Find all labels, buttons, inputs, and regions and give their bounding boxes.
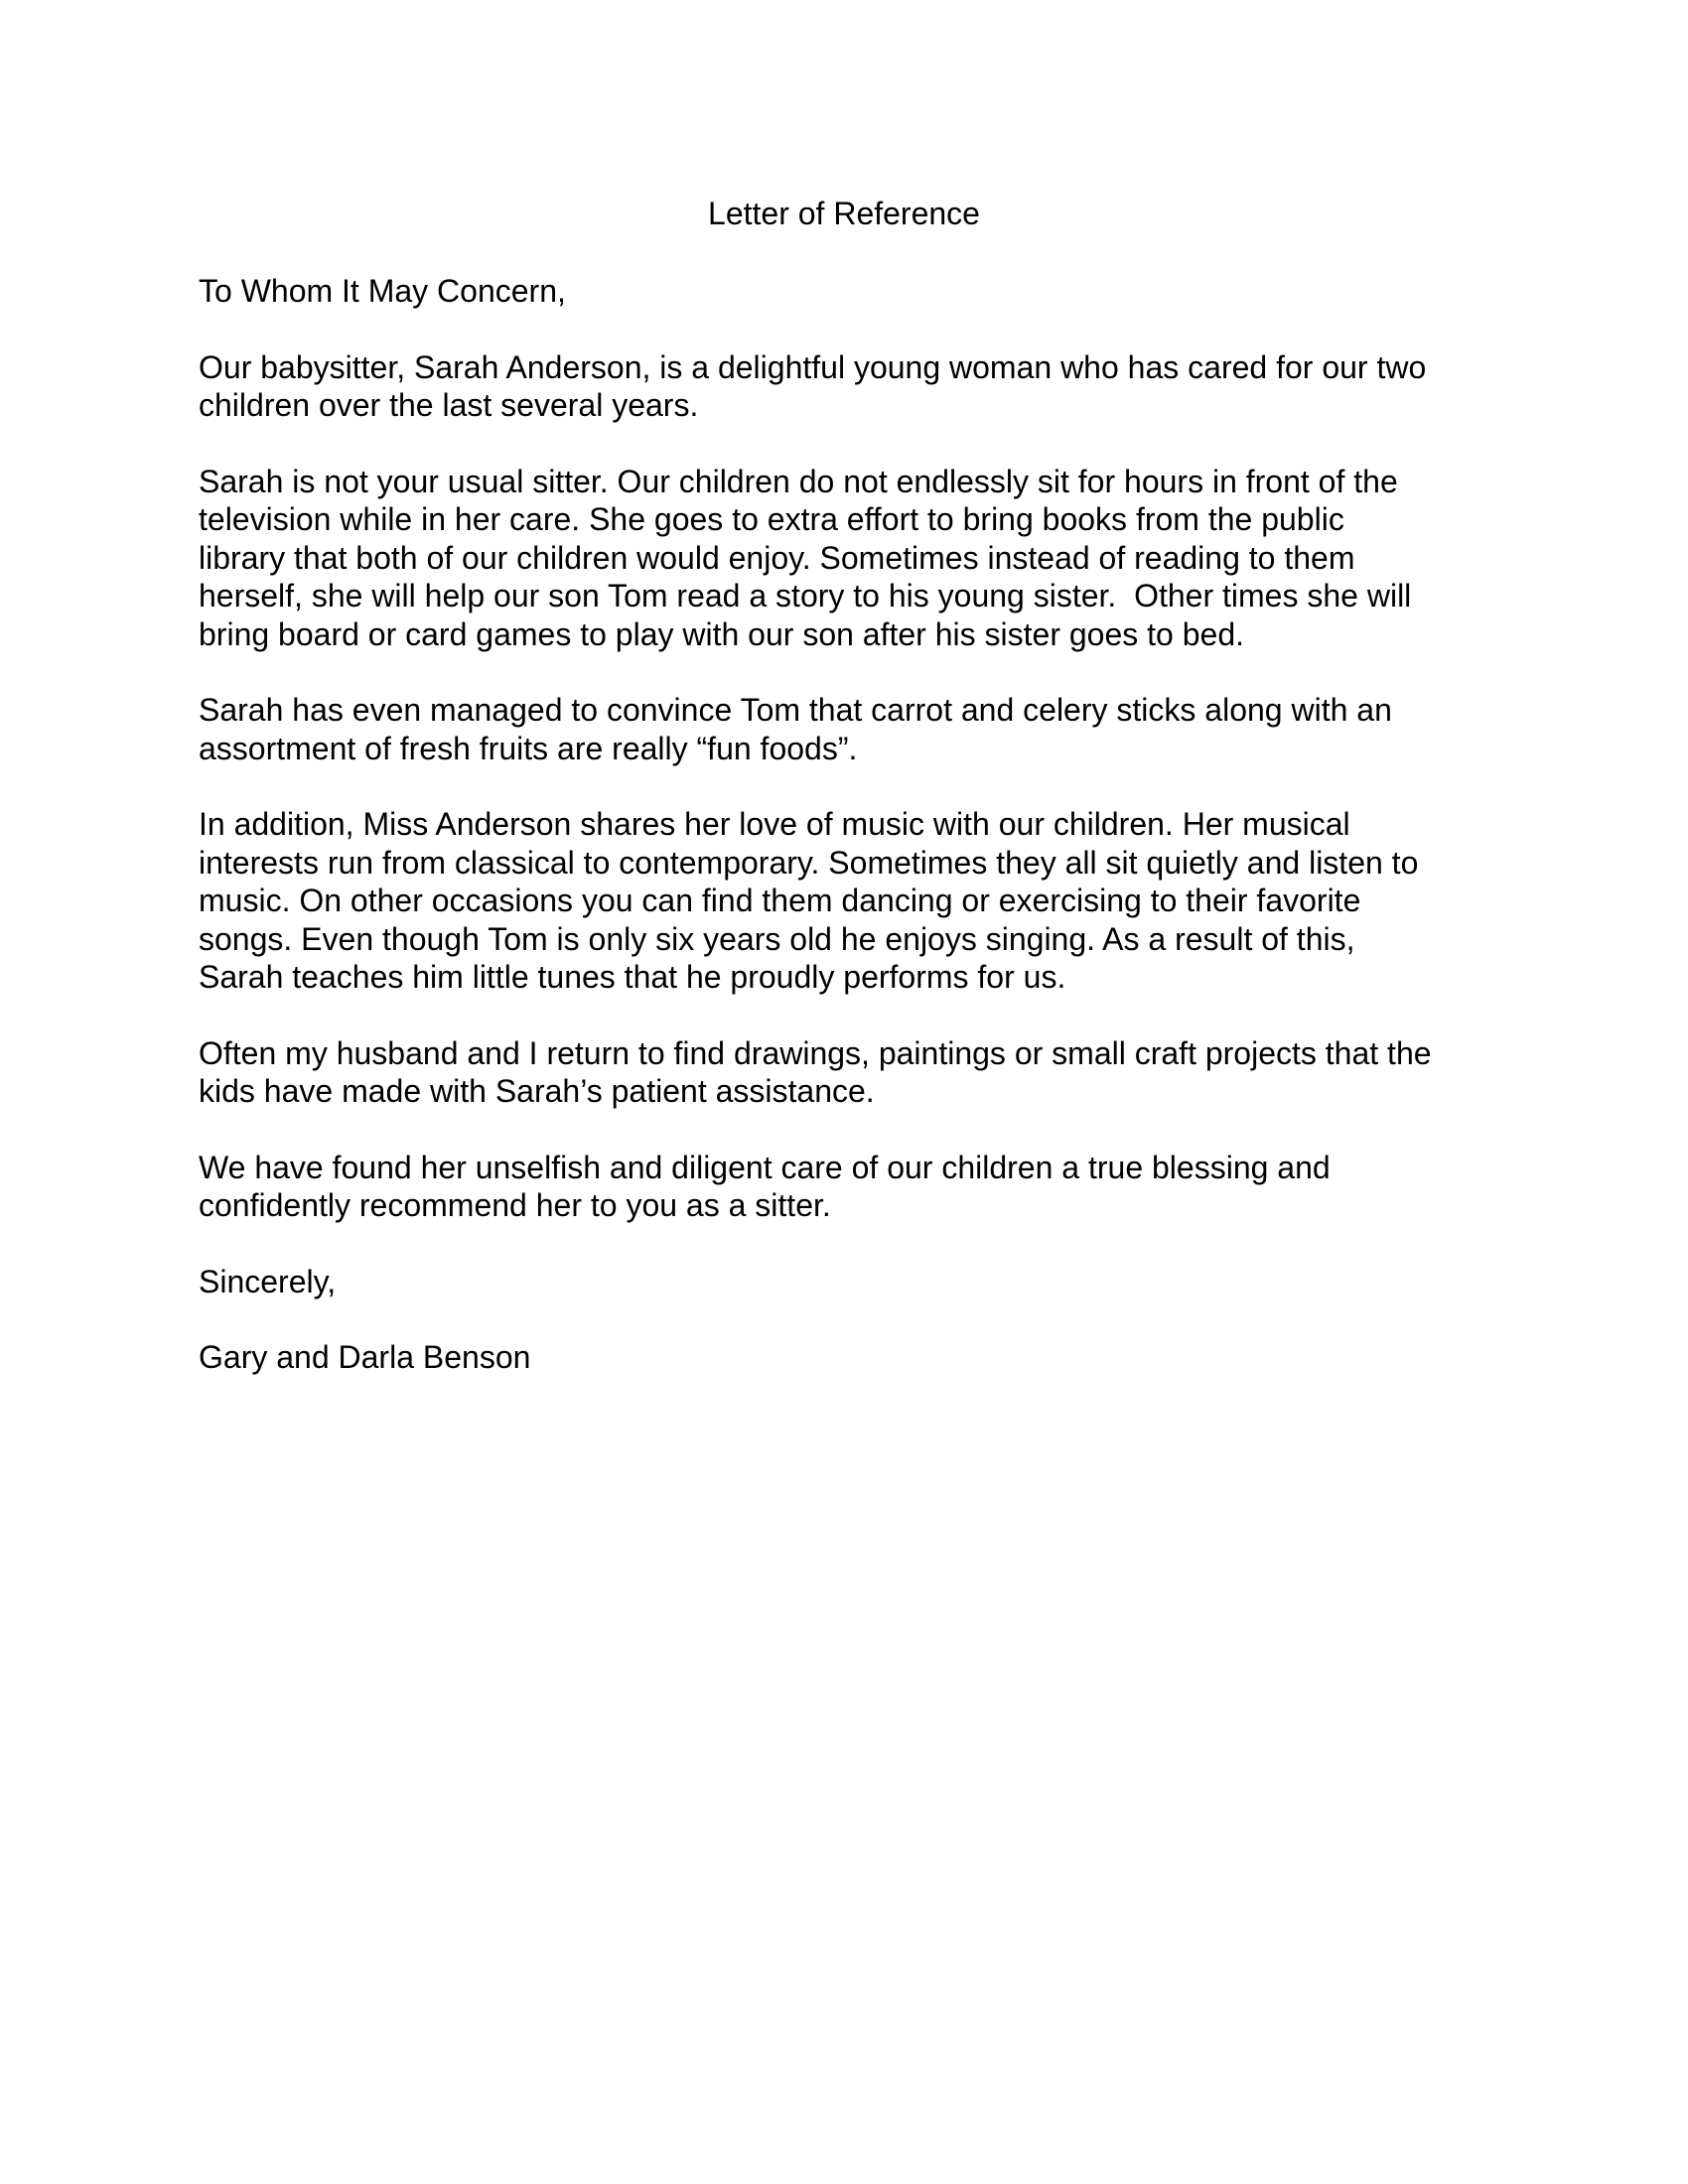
letter-body (199, 272, 1489, 1415)
paragraph-line: Sarah is not your usual sitter. Our children do not endlessly sit for hours in front of the (199, 463, 1398, 499)
paragraph-music (199, 805, 1489, 997)
paragraph-activities (199, 463, 1489, 654)
paragraph-line: assortment of fresh fruits are really “fun foods”. (199, 730, 858, 766)
paragraph-crafts (199, 1034, 1489, 1111)
paragraph-intro (199, 348, 1489, 425)
paragraph-line: kids have made with Sarah’s patient assistance. (199, 1073, 875, 1109)
paragraph-recommendation (199, 1149, 1489, 1225)
paragraph-line: We have found her unselfish and diligent care of our children a true blessing and (199, 1149, 1331, 1185)
paragraph-line: Sarah teaches him little tunes that he proudly performs for us. (199, 959, 1066, 995)
paragraph-line: bring board or card games to play with our son after his sister goes to bed. (199, 615, 1244, 652)
paragraph-line: Often my husband and I return to find drawings, paintings or small craft projects that the (199, 1034, 1432, 1071)
paragraph-line: library that both of our children would enjoy. Sometimes instead of reading to them (199, 539, 1355, 576)
signature: Gary and Darla Benson (199, 1339, 531, 1375)
paragraph-line: television while in her care. She goes to extra effort to bring books from the public (199, 501, 1344, 537)
paragraph-foods (199, 691, 1489, 767)
paragraph-line: Our babysitter, Sarah Anderson, is a delightful young woman who has cared for our two (199, 348, 1427, 385)
paragraph-line: songs. Even though Tom is only six years old he enjoys singing. As a result of this, (199, 920, 1355, 957)
paragraph-line: children over the last several years. (199, 387, 699, 423)
salutation: To Whom It May Concern, (199, 273, 566, 309)
paragraph-line: herself, she will help our son Tom read a story to his young sister. Other times she will (199, 578, 1412, 614)
paragraph-line: interests run from classical to contemporary. Sometimes they all sit quietly and listen to (199, 844, 1419, 881)
paragraph-line: music. On other occasions you can find them dancing or exercising to their favorite (199, 883, 1361, 918)
letter-title: Letter of Reference (708, 196, 980, 231)
paragraph-line: confidently recommend her to you as a sitter. (199, 1187, 831, 1223)
paragraph-line: In addition, Miss Anderson shares her love of music with our children. Her musical (199, 806, 1350, 842)
paragraph-line: Sarah has even managed to convince Tom that carrot and celery sticks along with an (199, 692, 1392, 728)
closing: Sincerely, (199, 1263, 337, 1299)
